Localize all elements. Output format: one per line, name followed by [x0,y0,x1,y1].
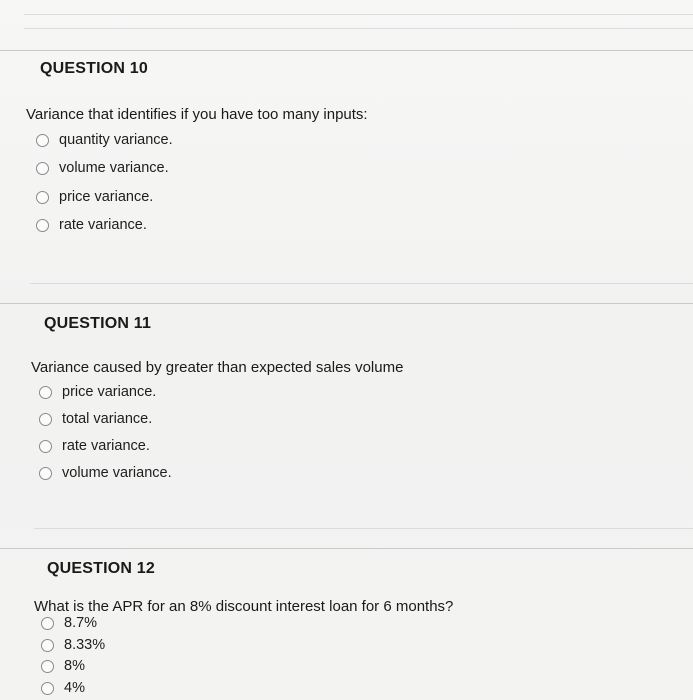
question-11-prompt: Variance caused by greater than expected sales volume [31,359,404,376]
radio-button[interactable] [36,134,49,147]
option-label: rate variance. [59,217,147,233]
option-label: quantity variance. [59,132,173,148]
question-12-option-2[interactable] [41,637,105,653]
radio-button[interactable] [36,219,49,232]
option-label: price variance. [62,384,157,400]
question-10-prompt: Variance that identifies if you have too many inputs: [26,106,368,123]
question-12-title: QUESTION 12 [47,560,156,577]
radio-button[interactable] [41,617,54,630]
divider [24,14,693,15]
question-12-option-3[interactable] [41,658,85,674]
option-label: volume variance. [62,465,172,481]
divider [34,528,693,529]
option-label: 8.33% [64,637,106,653]
radio-button[interactable] [39,440,52,453]
question-10-option-3[interactable] [36,189,153,205]
divider [0,50,693,51]
radio-button[interactable] [41,682,54,695]
question-12-option-4[interactable] [41,680,85,696]
question-10-title: QUESTION 10 [40,60,149,77]
radio-button[interactable] [41,660,54,673]
question-12-option-1[interactable] [41,615,97,631]
option-label: 8.7% [64,615,98,631]
question-11-option-3[interactable] [39,438,150,454]
option-label: 4% [64,680,85,696]
divider [0,303,693,304]
question-11-option-1[interactable] [39,384,156,400]
question-11-option-2[interactable] [39,411,152,427]
question-10-option-4[interactable] [36,217,147,233]
radio-button[interactable] [36,162,49,175]
option-label: 8% [64,658,85,674]
option-label: total variance. [62,411,153,427]
option-label: volume variance. [59,160,169,176]
radio-button[interactable] [41,639,54,652]
question-11-title: QUESTION 11 [44,315,152,332]
radio-button[interactable] [39,467,52,480]
divider [24,28,693,29]
option-label: rate variance. [62,438,150,454]
question-10-option-1[interactable] [36,132,173,148]
question-10-option-2[interactable] [36,160,169,176]
divider [30,283,693,284]
divider [0,548,693,549]
option-label: price variance. [59,189,154,205]
question-12-prompt: What is the APR for an 8% discount interest loan for 6 months? [34,598,454,615]
radio-button[interactable] [36,191,49,204]
question-11-option-4[interactable] [39,465,172,481]
radio-button[interactable] [39,413,52,426]
radio-button[interactable] [39,386,52,399]
